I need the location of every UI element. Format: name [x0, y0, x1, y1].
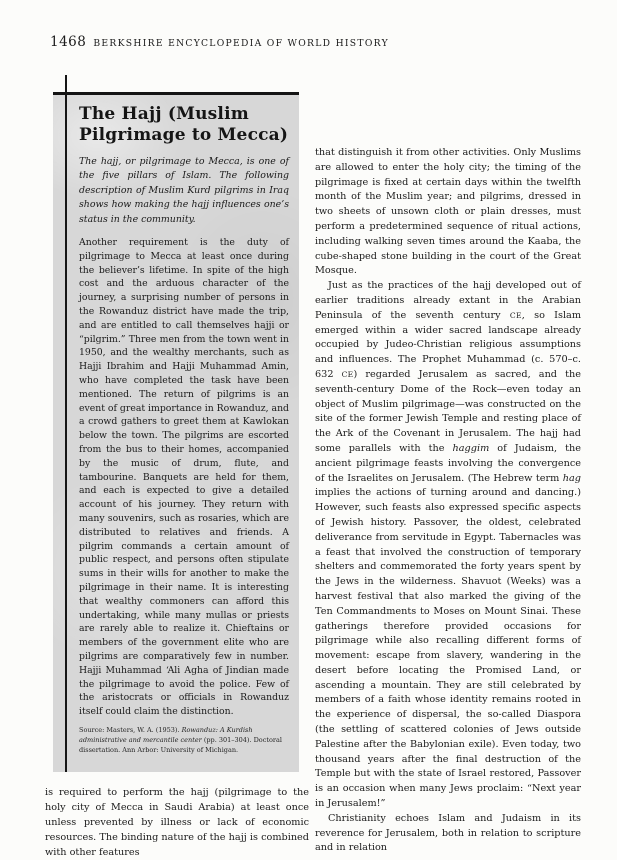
text-segment: haggim [452, 442, 490, 454]
sidebar-intro: The hajj, or pilgrimage to Mecca, is one of the five pillars of Islam. The following description of Muslim Kurd pilgrims in Iraq shows how making the hajj influences one’s status in the community. [79, 156, 289, 225]
text-segment: hag [562, 472, 581, 484]
paragraph [315, 279, 581, 812]
text-segment: ) regarded Jerusalem as sacred, and the seventh-century Dome of the Rock—even today an object of Muslim pilgrimage—was constructed on the site of the former Jewish Temple and resting place of the Ark of the Covenant in Jerusalem. The hajj had some parallels with the [315, 368, 581, 454]
sidebar-title: The Hajj (Muslim Pilgrimage to Mecca) [79, 104, 289, 145]
text-segment: Just as the practices of the hajj developed out of earlier traditions already extant in the Arabian Peninsula of the seventh century [315, 280, 581, 321]
right-column [315, 146, 581, 856]
text-segment: , so Islam emerged within a wider sacred landscape already occupied by Judeo-Christian religious assumptions and influences. The Prophet Muhammad (c. 570–c. 632 [315, 309, 582, 380]
text-segment: Christianity echoes Islam and Judaism in its reverence for Jerusalem, both in relation to scripture and in relation [315, 812, 581, 854]
sidebar-body: Another requirement is the duty of pilgrimage to Mecca at least once during the believer’s lifetime. In spite of the high cost and the arduous character of the journey, a surprising number of persons in the Rowanduz district have made the trip, and are entitled to call themselves hajji or “pilgrim.” Three men from the town went in 1950, and the wealthy merchants, such as Hajji Ibrahim and Hajji Muhammad Amin, who have completed the task have been mentioned. The return of pilgrims is an event of great importance in Rowanduz, and a crowd gathers to greet them at Kawlokan below the town. The pilgrims are escorted from the bus to their homes, accompanied by the music of drum, flute, and tambourine. Banquets are held for them, and each is expected to give a detailed account of his journey. They return with many souvenirs, such as rosaries, which are distributed to relatives and friends. A pilgrim commands a certain amount of public respect, and persons often stipulate sums in their wills for another to make the pilgrimage in their name. It is interesting that wealthy commoners can afford this undertaking, while many mullas or priests are rarely able to realize it. Chieftains or members of the government elite who are pilgrims are comparatively few in number. Hajji Muhammad ‘Ali Agha of Jindian made the pilgrimage to avoid the police. Few of the aristocrats or officials in Rowanduz itself could claim the distinction. [79, 237, 290, 718]
page-number: 1468 [50, 34, 87, 50]
text-segment: of Judaism, the ancient pilgrimage feasts involving the convergence of the Israelites on Jerusalem. (The Hebrew term [315, 442, 581, 484]
text-segment: CE [509, 310, 522, 320]
sidebar-vertical-rule [65, 75, 67, 772]
text-segment: CE [341, 369, 354, 379]
sidebar-box [53, 92, 299, 772]
text-segment: Source: Masters, W. A. (1953). [79, 725, 182, 734]
paragraph [315, 812, 581, 856]
sidebar-source-note [79, 726, 289, 755]
header-title: BERKSHIRE ENCYCLOPEDIA OF WORLD HISTORY [93, 38, 389, 49]
text-segment: Rowanduz: A Kurdish administrative and mercantile center [79, 725, 253, 744]
text-segment: implies the actions of turning around and dancing.) However, such feasts also expressed specific aspects of Jewish history. Passover, the oldest, celebrated deliverance from servitude in Egypt. Tabernacles was a feast that involved the construction of temporary shelters and commemorated the forty years spent by the Jews in the wilderness. Shavuot (Weeks) was a harvest festival that also marked the giving of the Ten Commandments to Moses on Mount Sinai. These gatherings therefore provided occasions for pilgrimage while also recalling different forms of movement: escape from slavery, wandering in the desert before locating the Promised Land, or ascending a mountain. They are still celebrated by members of a faith whose identity remains rooted in the experience of dispersal, the so-called Diaspora (the settling of scattered colonies of Jews outside Palestine after the Babylonian exile). Even today, two thousand years after the final destruction of the Temple but with the state of Israel restored, Passover is an occasion when many Jews proclaim: “Next year in Jerusalem!” [315, 487, 581, 810]
text-segment: (pp. 301–304). Doctoral dissertation. Ann Arbor: University of Michigan. [79, 735, 282, 754]
left-column [45, 92, 310, 860]
paragraph [315, 146, 581, 279]
left-column-paragraph: is required to perform the hajj (pilgrimage to the holy city of Mecca in Saudi Arabia) at least once unless prevented by illness or lack of economic resources. The binding nature of the hajj is combined with other features [45, 787, 309, 858]
paragraph [79, 726, 289, 755]
text-segment: that distinguish it from other activities. Only Muslims are allowed to enter the holy city; the timing of the pilgrimage is fixed at certain days within the twelfth month of the Muslim year; and pilgrims, dressed in two sheets of unsown cloth or plain dresses, must perform a predetermined sequence of ritual actions, including walking seven times around the Kaaba, the cube-shaped stone building in the court of the Great Mosque. [315, 147, 581, 277]
running-head [50, 31, 389, 50]
